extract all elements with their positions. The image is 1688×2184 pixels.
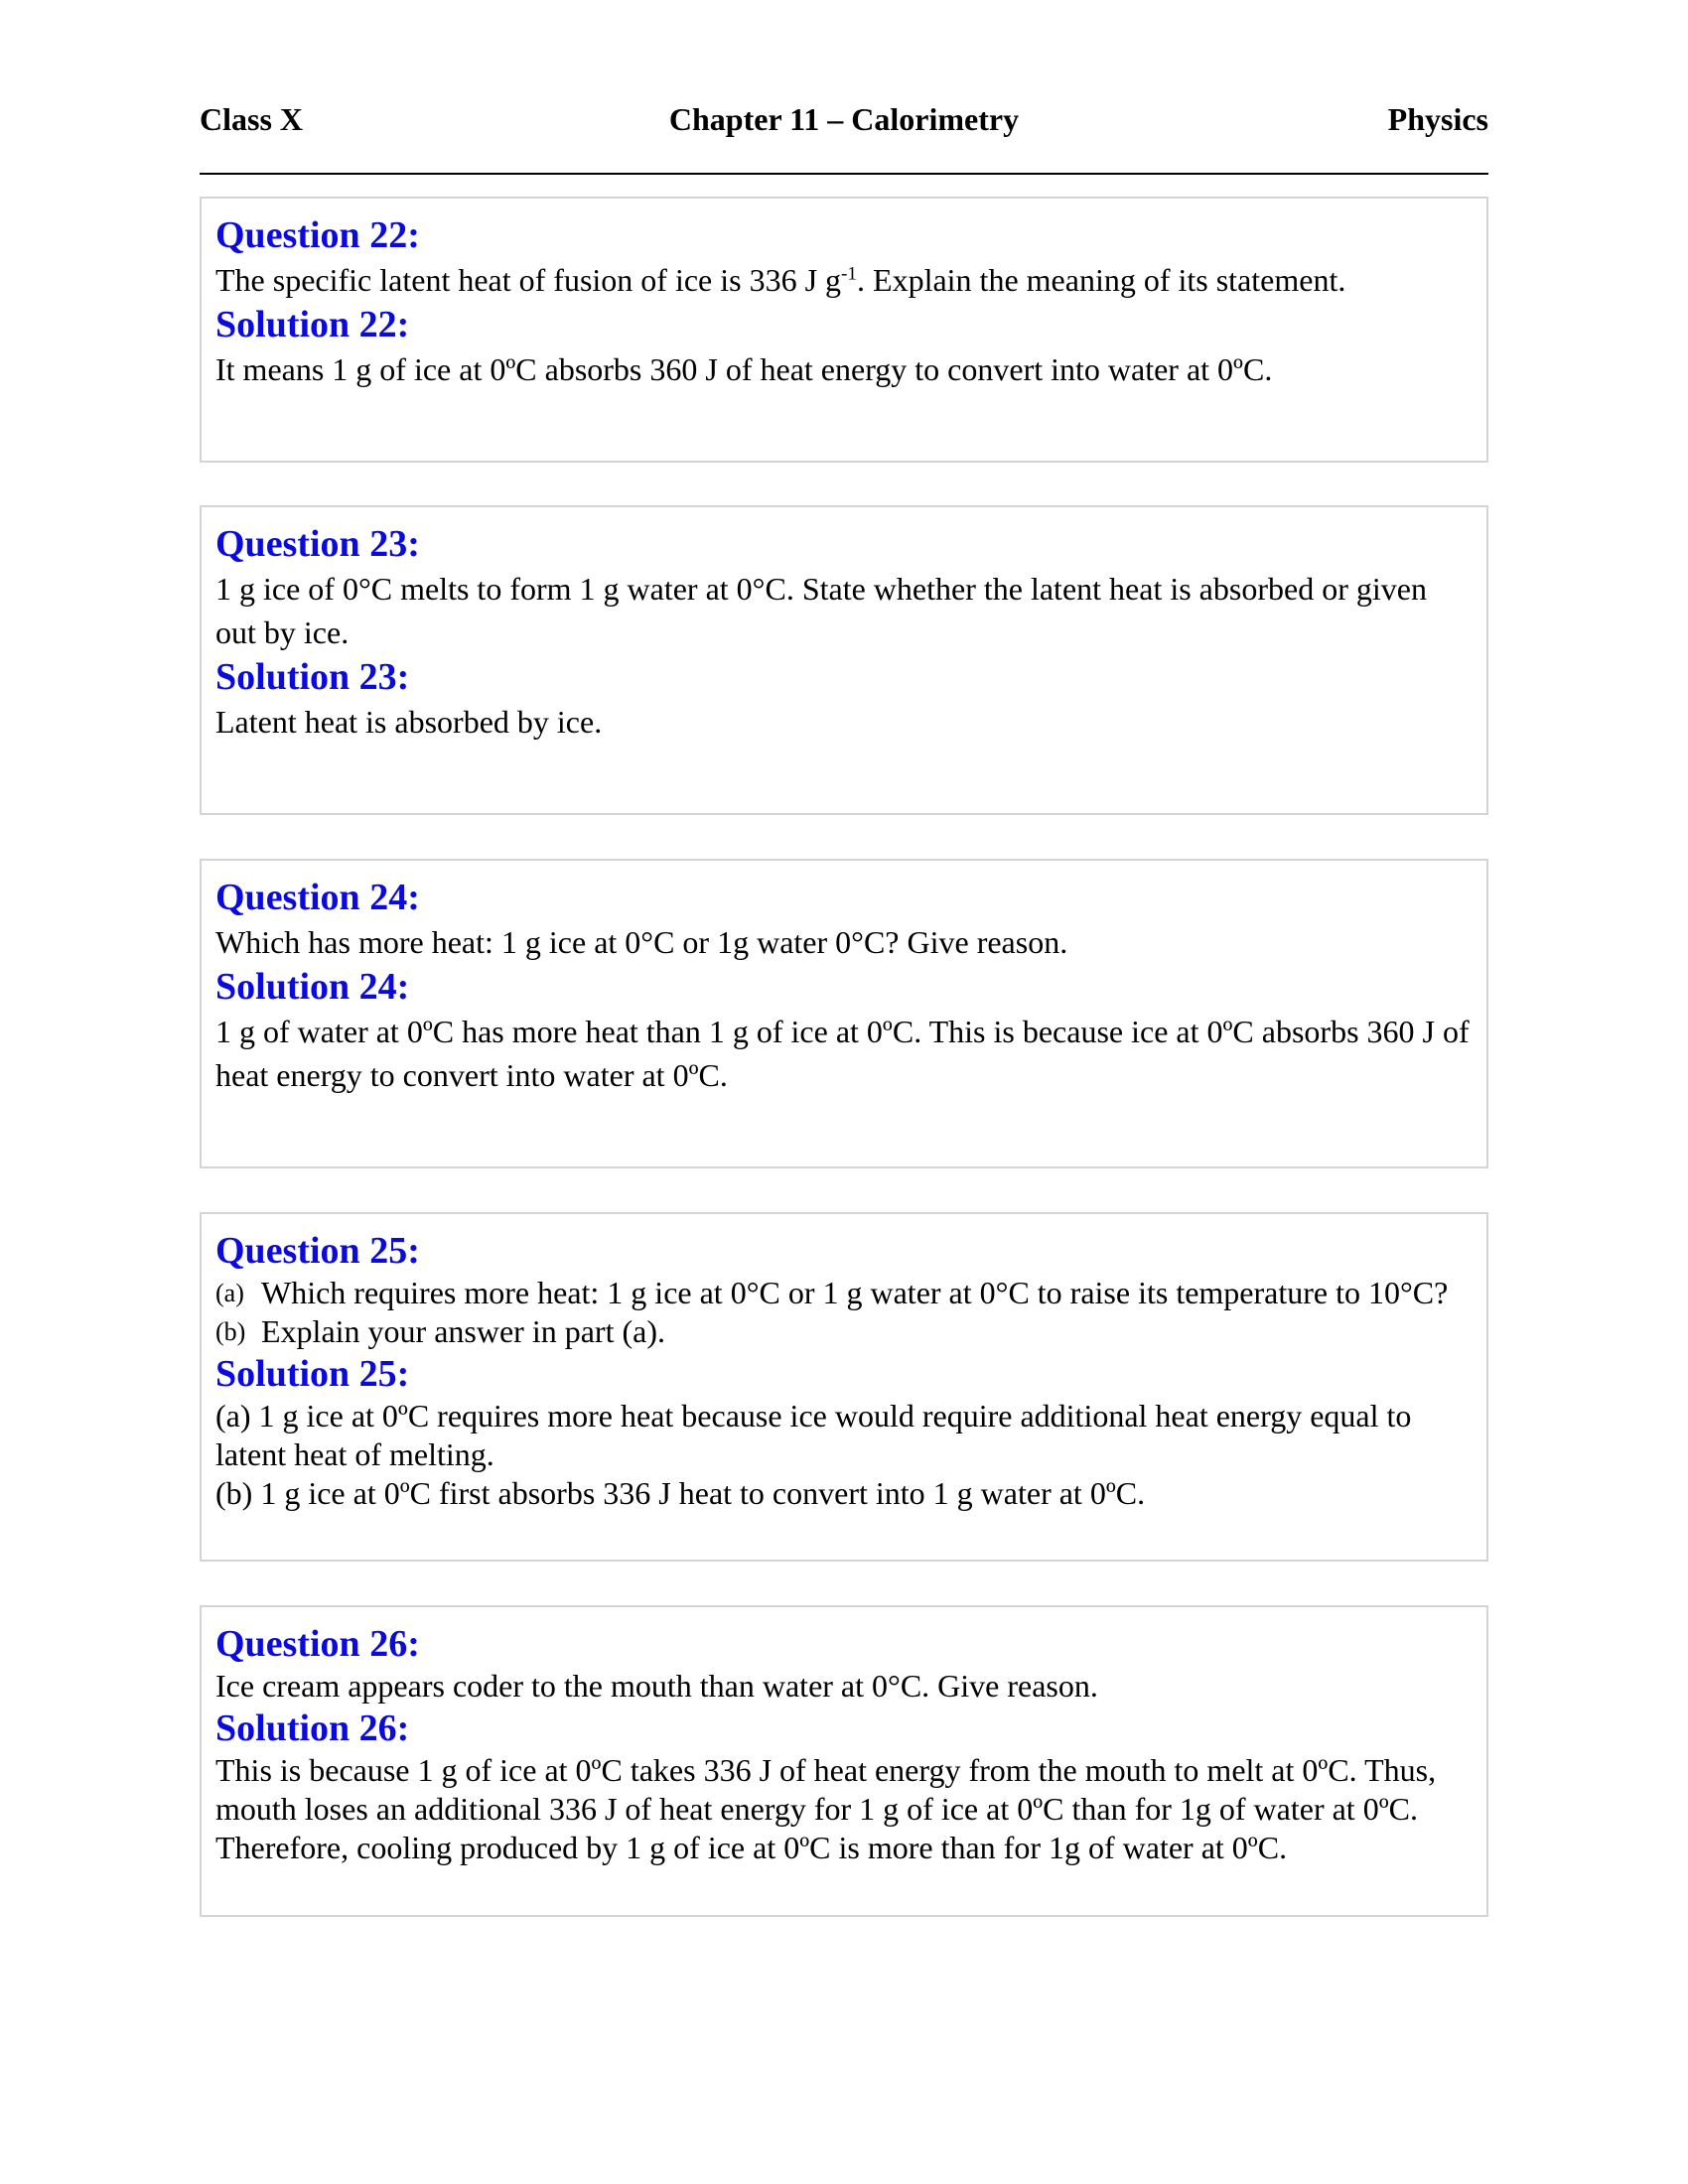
solution-text: It means 1 g of ice at 0ºC absorbs 360 J of heat energy to convert into water at 0ºC. (215, 351, 1273, 387)
subject-label: Physics (1387, 101, 1488, 137)
question-title: Question 25: (215, 1230, 420, 1272)
question-title: Question 23: (215, 523, 420, 565)
item-text: Explain your answer in part (a). (261, 1313, 665, 1349)
solution-text: 1 g of water at 0ºC has more heat than 1 g of ice at 0ºC. This is because ice at 0ºC absorbs 360 J of heat energy to convert into water at 0ºC. (215, 1014, 1470, 1093)
qa-block-25 (200, 1212, 1488, 1562)
qa-block-23 (200, 505, 1488, 815)
item-text: Which requires more heat: 1 g ice at 0°C or 1 g water at 0°C to raise its temperature to 10°C? (261, 1275, 1449, 1310)
chapter-title: Chapter 11 – Calorimetry (668, 101, 1020, 137)
qa-block-26 (200, 1605, 1488, 1917)
solution-title: Solution 23: (215, 656, 410, 698)
question-item-b (215, 1312, 1473, 1351)
class-label: Class X (200, 101, 304, 137)
solution-title: Solution 26: (215, 1707, 410, 1749)
question-title: Question 24: (215, 877, 420, 918)
solution-text-b: (b) 1 g ice at 0ºC first absorbs 336 J heat to convert into 1 g water at 0ºC. (215, 1475, 1146, 1511)
solution-text: This is because 1 g of ice at 0ºC takes 336 J of heat energy from the mouth to melt at 0ºC. Thus, mouth loses an additional 336 J of heat energy for 1 g of ice at 0ºC than for 1g of water at 0ºC. Therefore, cooling produced by 1 g of ice at 0ºC is more than for 1g of water at 0ºC. (215, 1752, 1437, 1865)
question-title: Question 22: (215, 214, 420, 256)
question-item-a (215, 1274, 1473, 1312)
solution-text-a: (a) 1 g ice at 0ºC requires more heat because ice would require additional heat energy equal to latent heat of melting. (215, 1398, 1412, 1472)
question-text: Which has more heat: 1 g ice at 0°C or 1g water 0°C? Give reason. (215, 924, 1068, 960)
solution-title: Solution 22: (215, 304, 410, 345)
item-marker: (a) (215, 1279, 244, 1307)
question-text: 1 g ice of 0°C melts to form 1 g water at 0°C. State whether the latent heat is absorbed or given out by ice. (215, 571, 1427, 650)
qa-block-24 (200, 859, 1488, 1168)
question-text: The specific latent heat of fusion of ice is 336 J $g^{-1}$. Explain the meaning of its statement. (215, 262, 1346, 298)
qa-block-22 (200, 197, 1488, 463)
page-header (200, 97, 1488, 141)
header-divider (200, 173, 1488, 175)
question-text: Ice cream appears coder to the mouth than water at 0°C. Give reason. (215, 1668, 1098, 1704)
solution-title: Solution 24: (215, 966, 410, 1008)
solution-title: Solution 25: (215, 1353, 410, 1395)
solution-text: Latent heat is absorbed by ice. (215, 704, 603, 740)
item-marker: (b) (215, 1317, 246, 1346)
question-title: Question 26: (215, 1623, 420, 1665)
